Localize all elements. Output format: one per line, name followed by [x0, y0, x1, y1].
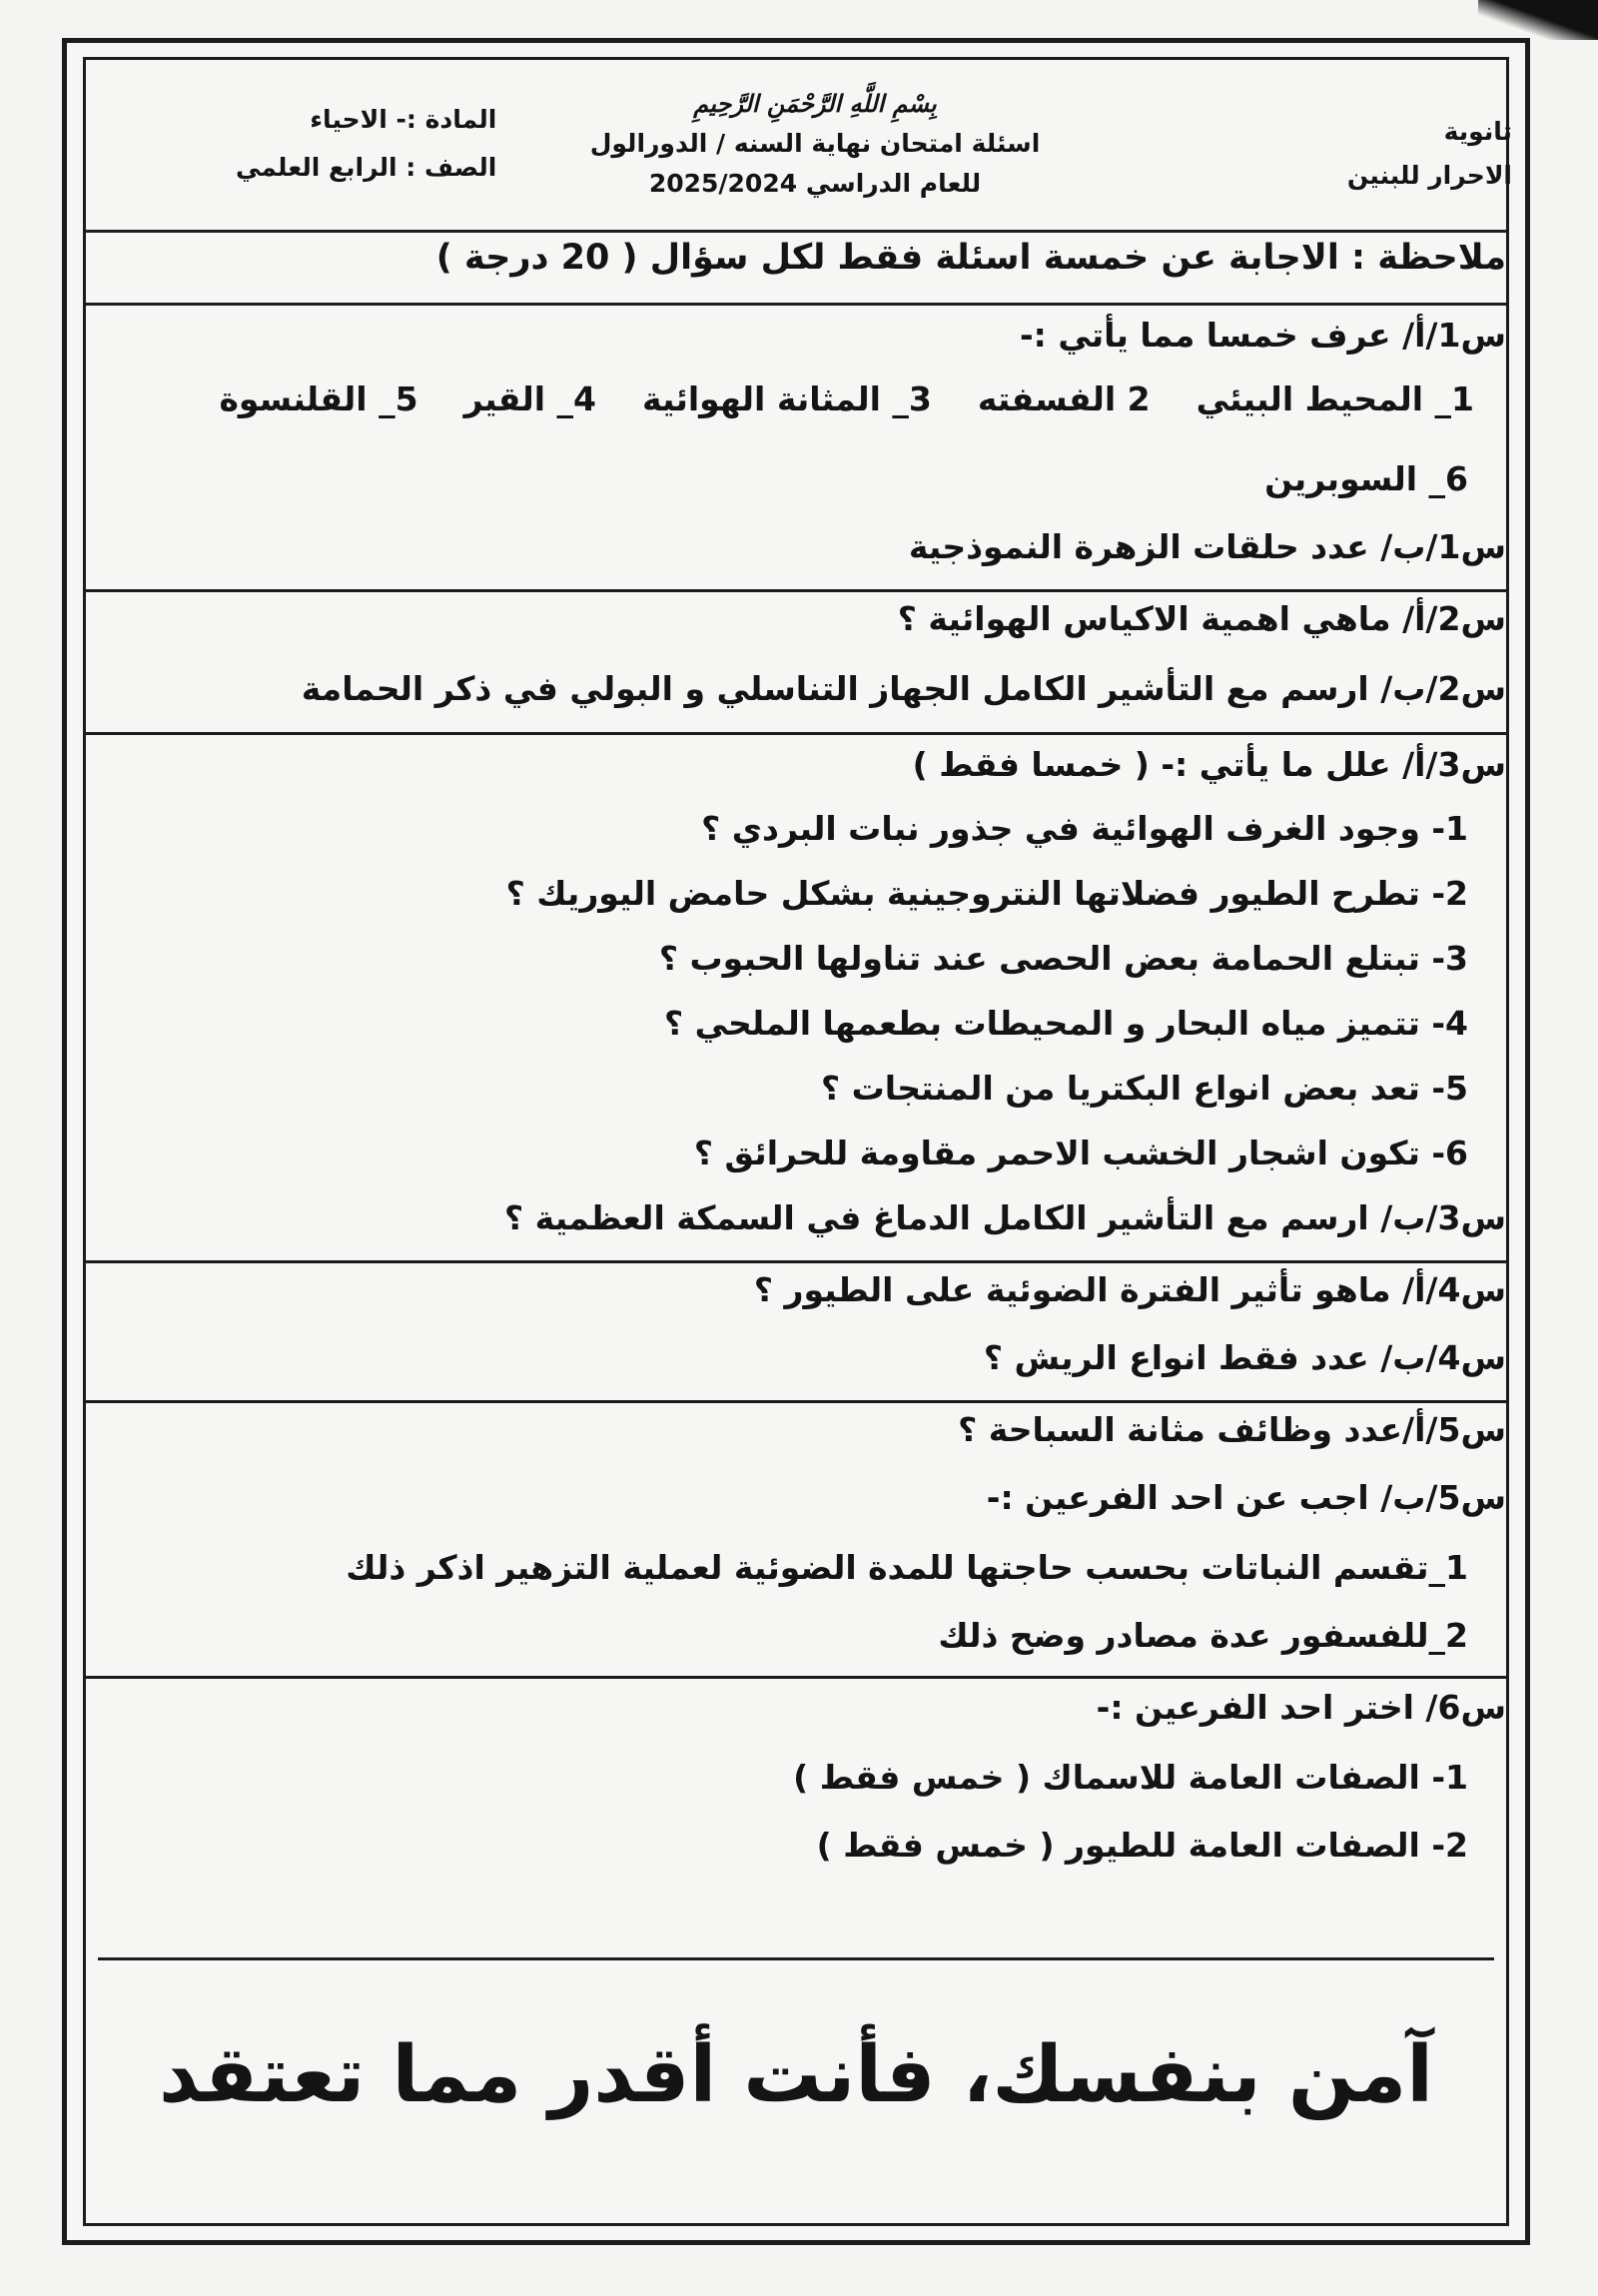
q6-item: 2- الصفات العامة للطيور ( خمس فقط ) — [816, 1826, 1468, 1865]
q2-a: س2/أ/ ماهي اهمية الاكياس الهوائية ؟ — [897, 599, 1506, 638]
q3-item: 6- تكون اشجار الخشب الاحمر مقاومة للحرائق ؟ — [693, 1134, 1468, 1172]
q3-item: 4- تتميز مياه البحار و المحيطات بطعمها الملحي ؟ — [663, 1004, 1468, 1043]
q3-a: س3/أ/ علل ما يأتي :- ( خمسا فقط ) — [912, 745, 1506, 784]
exam-note: ملاحظة : الاجابة عن خمسة اسئلة فقط لكل سؤال ( 20 درجة ) — [435, 238, 1506, 278]
divider — [86, 230, 1506, 233]
q1-term: 2 الفسفته — [977, 380, 1151, 418]
bismillah: بِسْمِ اللَّهِ الرَّحْمَنِ الرَّحِيمِ — [693, 89, 937, 118]
q3-b: س3/ب/ ارسم مع التأشير الكامل الدماغ في السمكة العظمية ؟ — [504, 1198, 1506, 1237]
divider — [86, 303, 1506, 306]
q4-a: س4/أ/ ماهو تأثير الفترة الضوئية على الطيور ؟ — [753, 1270, 1506, 1309]
q3-item: 3- تبتلع الحمامة بعض الحصى عند تناولها الحبوب ؟ — [658, 939, 1468, 978]
exam-header — [86, 60, 1512, 230]
sheet-inner-border — [83, 57, 1512, 2226]
q5-b: س5/ب/ اجب عن احد الفرعين :- — [986, 1478, 1506, 1517]
school-line-2: الاحرار للبنين — [1346, 161, 1512, 190]
q1-term: 3_ المثانة الهوائية — [641, 380, 932, 418]
exam-sheet — [62, 38, 1530, 2245]
q5-item: 2_للفسفور عدة مصادر وضح ذلك — [938, 1616, 1468, 1655]
exam-title-block — [585, 84, 1045, 204]
q4-b: س4/ب/ عدد فقط انواع الريش ؟ — [983, 1338, 1506, 1377]
divider — [86, 589, 1506, 592]
q1-term: 1_ المحيط البيئي — [1196, 380, 1474, 418]
divider — [86, 732, 1506, 735]
grade: الصف : الرابع العلمي — [236, 153, 497, 182]
motto: آمن بنفسك، فأنت أقدر مما تعتقد — [158, 2030, 1434, 2120]
divider — [86, 1260, 1506, 1263]
q3-item: 1- وجود الغرف الهوائية في جذور نبات البردي ؟ — [701, 809, 1468, 848]
academic-year: للعام الدراسي 2025/2024 — [648, 169, 982, 198]
q1-terms — [219, 380, 1474, 418]
subject: المادة :- الاحياء — [310, 105, 497, 134]
q6-item: 1- الصفات العامة للاسماك ( خمس فقط ) — [793, 1758, 1468, 1797]
q3-item: 5- تعد بعض انواع البكتريا من المنتجات ؟ — [821, 1069, 1468, 1108]
divider — [86, 1400, 1506, 1403]
school-line-1: ثانوية — [1443, 117, 1512, 146]
scan-shadow — [1478, 0, 1598, 40]
exam-title: اسئلة امتحان نهاية السنه / الدورالول — [589, 129, 1041, 158]
school-name — [1347, 110, 1512, 198]
q5-a: س5/أ/عدد وظائف مثانة السباحة ؟ — [958, 1410, 1506, 1449]
motto-divider — [98, 1957, 1494, 1960]
q2-b: س2/ب/ ارسم مع التأشير الكامل الجهاز التناسلي و البولي في ذكر الحمامة — [301, 669, 1506, 708]
q6-a: س6/ اختر احد الفرعين :- — [1096, 1688, 1506, 1727]
divider — [86, 1676, 1506, 1679]
q1-b: س1/ب/ عدد حلقات الزهرة النموذجية — [908, 527, 1506, 566]
subject-block — [236, 96, 496, 192]
q1-term: 5_ القلنسوة — [219, 380, 418, 418]
q1-term: 4_ القير — [463, 380, 596, 418]
q3-item: 2- تطرح الطيور فضلاتها النتروجينية بشكل حامض اليوريك ؟ — [505, 874, 1468, 913]
q1-a: س1/أ/ عرف خمسا مما يأتي :- — [1019, 316, 1506, 355]
q1-term-6: 6_ السوبرين — [1264, 459, 1468, 498]
q5-item: 1_تقسم النباتات بحسب حاجتها للمدة الضوئية لعملية التزهير اذكر ذلك — [346, 1548, 1468, 1587]
